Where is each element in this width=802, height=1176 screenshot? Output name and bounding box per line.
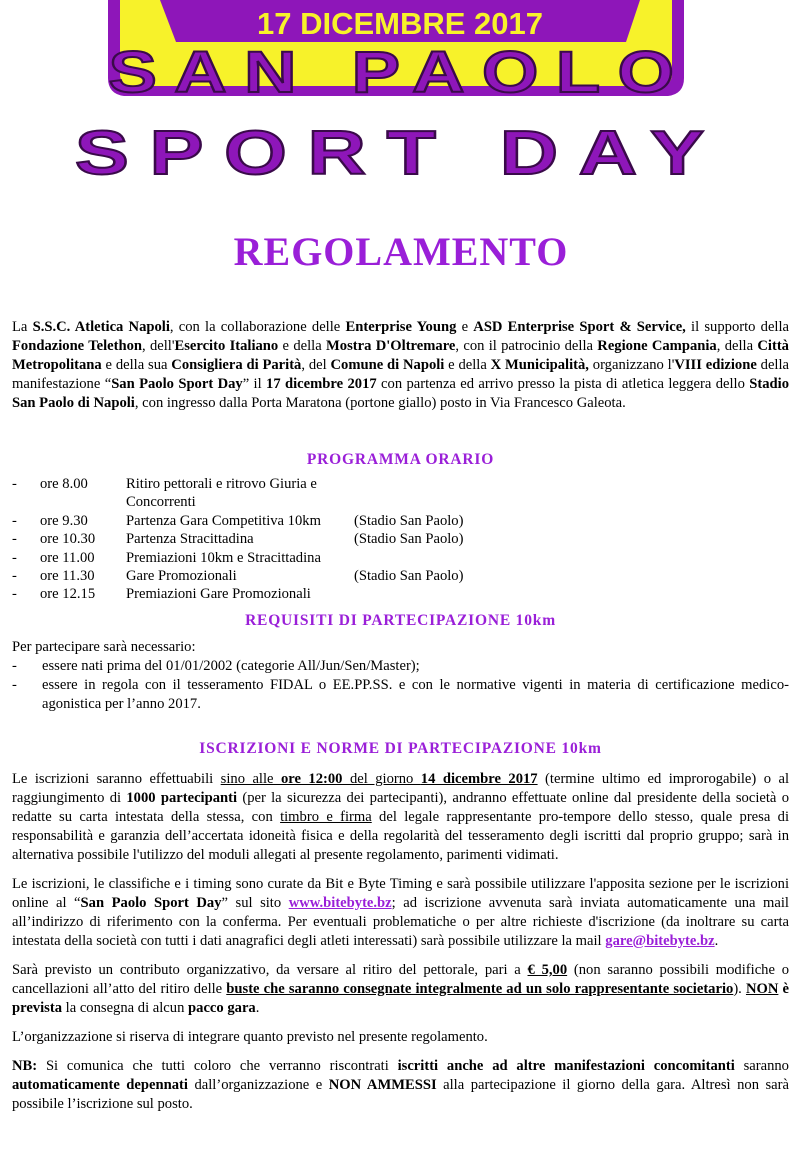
text-run: . [255,999,260,1016]
event-logo [0,0,802,200]
email-link[interactable]: gare@bitebyte.bz [605,932,715,949]
dash-bullet: - [12,476,17,492]
text-run: Sarà previsto un contributo organizzativo, da versare al ritiro del pettorale, pari a [12,961,528,978]
text-run: ; ad iscrizione avvenuta sarà inviata automaticamente una mail all’indirizzo di riferimento con la conferma. Per eventuali problematiche o per altre richieste d'iscrizione (da inoltrare su carta intestata della società con tutti i dati anagrafici degli atleti interessati) sarà possibile utilizzare la mail [12,894,789,949]
bold-run: Città Metropolitana [12,338,789,373]
page-title: REGOLAMENTO [233,229,569,274]
schedule-row [12,512,463,530]
text-run: . [714,932,719,949]
bold-run: VIII edizione [674,357,757,373]
text-run: (per la sicurezza dei partecipanti), andranno effettuate online dal presidente della società o redatte su carta intestata della stessa, con [12,789,789,825]
bold-run: NB: [12,1057,38,1074]
schedule-place [354,585,463,603]
list-item-text: essere in regola con il tesseramento FIDAL o EE.PP.SS. e con le normative vigenti in materia di certificazione medico-agonistica per l’anno 2017. [42,676,789,712]
section-heading-requisiti: REQUISITI DI PARTECIPAZIONE 10km [245,611,556,629]
text-run: , con la collaborazione delle [169,319,346,335]
iscrizioni-paragraph-1 [12,770,789,865]
schedule-row [12,567,463,585]
schedule-row [12,549,463,567]
bold-run: pacco gara [188,999,256,1016]
dash-bullet: - [12,676,17,693]
bold-run: iscritti anche ad altre manifestazioni concomitanti [397,1057,735,1074]
bold-run: ASD Enterprise Sport & Service, [473,319,686,335]
list-item [12,657,789,676]
document-body [12,318,789,1114]
bold-run: Comune di Napoli [330,357,445,373]
schedule-event: Partenza Gara Competitiva 10km [126,512,321,529]
dash-bullet: - [12,531,17,548]
banner-line1: SAN PAOLO [108,39,692,105]
schedule-time: ore 11.00 [40,549,95,566]
bold-underline-run: 14 dicembre 2017 [420,770,538,787]
text-run: ” il [242,376,267,392]
bold-run: Esercito Italiano [174,338,279,354]
text-run: e della [278,338,326,354]
bold-underline-run: NON [745,980,779,997]
text-run: (non saranno possibili modifiche o cancellazioni all’atto del ritiro delle [12,961,790,997]
schedule-row [12,530,463,548]
iscrizioni-paragraph-4: L’organizzazione si riserva di integrare quanto previsto nel presente regolamento. [12,1028,488,1045]
text-run: , con il patrocinio della [455,338,598,354]
event-logo-banner [0,0,802,200]
text-run: con partenza ed arrivo presso la pista di atletica leggera dello [376,376,750,392]
bold-run: San Paolo Sport Day [111,376,243,392]
schedule-place [354,475,463,512]
schedule-place: (Stadio San Paolo) [354,512,464,529]
text-run: ). [733,980,746,997]
bold-run: 17 dicembre 2017 [266,376,377,392]
bold-run: San Paolo Sport Day [80,894,222,911]
text-run: ” sul sito [221,894,289,911]
bold-run: automaticamente depennati [12,1076,188,1093]
dash-bullet: - [12,586,17,603]
banner-date: 17 DICEMBRE 2017 [256,6,544,41]
bold-underline-run: buste che saranno consegnate integralmente ad un solo rappresentante societario [226,980,734,997]
schedule-event: Premiazioni Gare Promozionali [126,586,311,603]
banner-line2: SPORT DAY [75,118,725,188]
bold-run: Fondazione Telethon [12,338,142,354]
text-run: della manifestazione “ [12,357,790,392]
schedule-row [12,475,463,512]
requisiti-list [12,657,789,714]
bold-underline-run: ore 12:00 [280,770,343,787]
iscrizioni-paragraph-2 [12,875,789,951]
underline-run: timbro e firma [280,808,372,825]
underline-run: del giorno [342,770,421,787]
bold-run: X Municipalità, [490,357,589,373]
schedule-table [12,475,463,604]
text-run: alla partecipazione il giorno della gara. Altresì non sarà possibile l’iscrizione sul posto. [12,1076,789,1112]
text-run: e [456,319,474,335]
text-run: Le iscrizioni, le classifiche e i timing sono curate da Bit e Byte Timing e sarà possibile utilizzare l'apposita sezione per le iscrizioni online al “ [12,875,789,911]
schedule-place: (Stadio San Paolo) [354,568,464,585]
intro-paragraph [12,318,789,413]
schedule-place: (Stadio San Paolo) [354,531,464,548]
dash-bullet: - [12,549,17,566]
iscrizioni-paragraph-nb [12,1057,789,1114]
text-run: , con ingresso dalla Porta Maratona (portone giallo) posto in Via Francesco Galeota. [134,395,626,411]
section-heading-iscrizioni: ISCRIZIONI E NORME DI PARTECIPAZIONE 10km [199,739,602,757]
underline-run: sino alle [220,770,281,787]
text-run: organizzano l' [588,357,675,373]
iscrizioni-paragraph-3 [12,961,789,1018]
schedule-time: ore 11.30 [40,568,95,585]
text-run: la consegna di alcun [62,999,189,1016]
schedule-row [12,585,463,603]
list-item-text: essere nati prima del 01/01/2002 (categorie All/Jun/Sen/Master); [42,657,420,674]
schedule-event: Partenza Stracittadina [126,531,254,548]
schedule-place [354,549,463,567]
text-run: , del [301,357,331,373]
bold-underline-run: € 5,00 [527,961,568,978]
bold-run: Regione Campania [597,338,717,354]
text-run: e della [444,357,491,373]
bold-run: 1000 partecipanti [126,789,238,806]
section-heading-programma: PROGRAMMA ORARIO [306,451,495,468]
bold-run: Enterprise Young [345,319,457,335]
text-run: Le iscrizioni saranno effettuabili [12,770,221,787]
schedule-event: Gare Promozionali [126,568,237,585]
requisiti-intro: Per partecipare sarà necessario: [12,638,196,655]
bold-run: Stadio San Paolo di Napoli [12,376,789,411]
schedule-time: ore 9.30 [40,512,88,529]
text-run: Si comunica che tutti coloro che verranno riscontrati [37,1057,398,1074]
text-run: saranno [734,1057,789,1074]
text-run: (termine ultimo ed improrogabile) o al raggiungimento di [12,770,790,806]
text-run: La [12,319,33,335]
schedule-time: ore 10.30 [40,531,96,548]
schedule-event: Ritiro pettorali e ritrovo Giuria e Concorrenti [126,476,317,511]
website-link[interactable]: www.bitebyte.bz [288,894,392,911]
list-item [12,676,789,714]
bold-run: S.S.C. Atletica Napoli [32,319,170,335]
dash-bullet: - [12,512,17,529]
text-run: , dell' [142,338,175,354]
text-run: e della sua [101,357,172,373]
bold-run: Consigliera di Parità [171,357,302,373]
bold-run: Mostra D'Oltremare [326,338,456,354]
text-run: dall’organizzazione e [187,1076,329,1093]
bold-run: NON AMMESSI [328,1076,437,1093]
dash-bullet: - [12,657,17,674]
schedule-event: Premiazioni 10km e Stracittadina [126,549,321,566]
text-run: , della [716,338,758,354]
dash-bullet: - [12,568,17,585]
bold-run: è prevista [12,980,789,1016]
text-run: il supporto della [685,319,790,335]
text-run: del legale rappresentante pro-tempore dello stesso, quale presa di responsabilità e garanzia dell’accertata idoneità fisica e della regolarità del tesseramento degli iscritti dal proprio gruppo; sarà in alternativa possibile l'utilizzo del moduli allegati al presente regolamento, parimenti vidimati. [12,808,789,863]
schedule-time: ore 8.00 [40,476,88,492]
schedule-time: ore 12.15 [40,586,96,603]
